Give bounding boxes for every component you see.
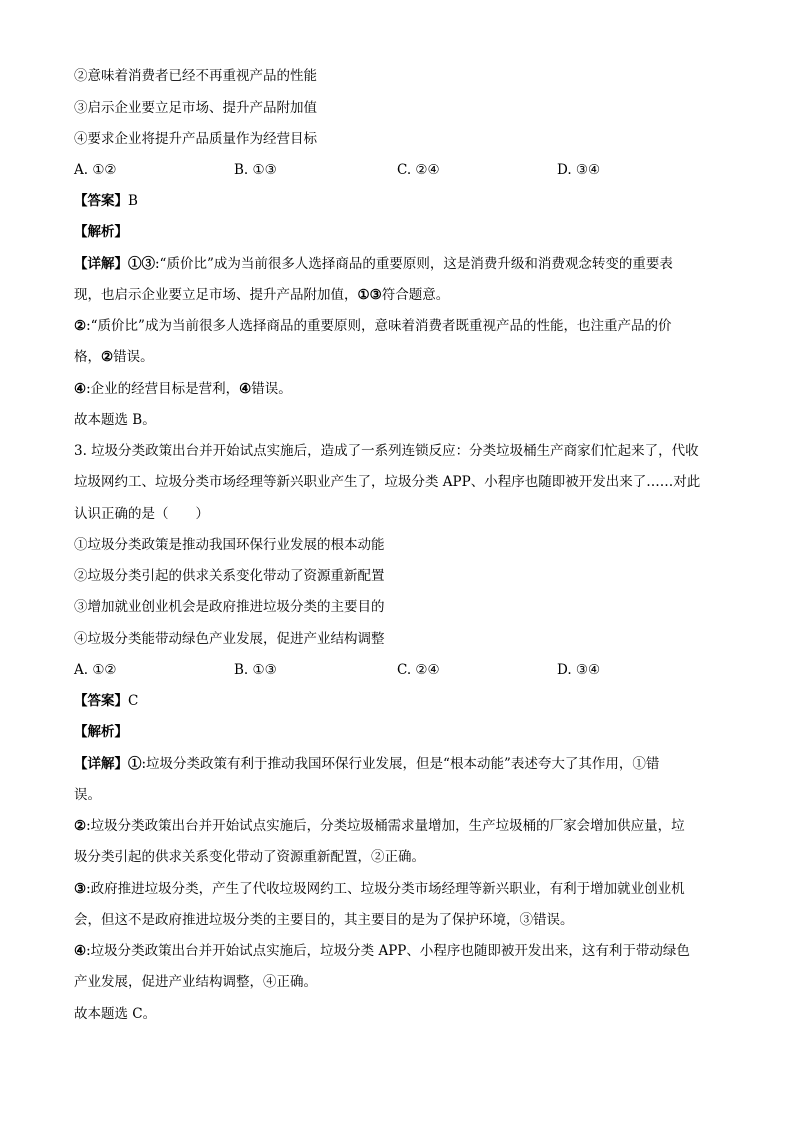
answer-tag: 【答案】 (74, 693, 128, 709)
detail-marker: ①③ (128, 256, 155, 272)
detail-tag: 【详解】 (74, 256, 128, 272)
q3-stem-line3: 认识正确的是（ ） (74, 506, 209, 522)
detail-marker: ①③ (357, 287, 382, 303)
q3-detail-1-line2: 误。 (74, 787, 101, 803)
detail-text: 现，也启示企业要立足市场、提升产品附加值， (74, 287, 358, 303)
detail-marker: ② (101, 349, 114, 365)
detail-marker: ④ (239, 381, 252, 397)
detail-text: :垃圾分类政策出台并开始试点实施后，垃圾分类 APP、小程序也随即被开发出来，这有利于带动绿色 (86, 943, 690, 959)
q3-stem-line1: 3. 垃圾分类政策出台并开始试点实施后，造成了一系列连锁反应：分类垃圾桶生产商家们忙起来了，代收 (74, 443, 699, 459)
q3-detail-3-line1 (74, 879, 685, 899)
detail-text: :企业的经营目标是营利， (86, 381, 240, 397)
q2-detail-2-line2 (74, 347, 154, 367)
q2-option-b: B. ①③ (234, 162, 277, 178)
q3-detail-2-line2: 圾分类引起的供求关系变化带动了资源重新配置，②正确。 (74, 849, 425, 865)
q3-detail-4-line2: 产业发展，促进产业结构调整，④正确。 (74, 974, 317, 990)
detail-tag: 【详解】 (74, 756, 128, 772)
detail-marker: ② (74, 818, 87, 834)
detail-text: :政府推进垃圾分类，产生了代收垃圾网约工、垃圾分类市场经理等新兴职业，有利于增加就业创业机 (86, 881, 685, 897)
detail-text: :“质价比”成为当前很多人选择商品的重要原则，意味着消费者既重视产品的性能，也注重产品的价 (86, 318, 672, 334)
detail-marker: ② (74, 318, 87, 334)
detail-text: :垃圾分类政策有利于推动我国环保行业发展，但是“根本动能”表述夸大了其作用，①错 (141, 756, 660, 772)
q2-item-2: ②意味着消费者已经不再重视产品的性能 (74, 68, 317, 84)
q2-option-c: C. ②④ (397, 162, 440, 178)
detail-text: 错误。 (251, 381, 292, 397)
detail-text: 符合题意。 (381, 287, 450, 303)
q3-detail-1-line1 (74, 754, 659, 774)
q2-detail-4-line (74, 379, 292, 399)
q3-answer (74, 691, 138, 711)
q3-item-2: ②垃圾分类引起的供求关系变化带动了资源重新配置 (74, 568, 385, 584)
q3-option-c: C. ②④ (397, 662, 440, 678)
q3-analysis-tag: 【解析】 (74, 724, 128, 740)
detail-text: 错误。 (113, 349, 154, 365)
q3-option-a: A. ①② (74, 662, 117, 678)
q3-item-4: ④垃圾分类能带动绿色产业发展，促进产业结构调整 (74, 631, 385, 647)
q3-item-1: ①垃圾分类政策是推动我国环保行业发展的根本动能 (74, 537, 385, 553)
detail-text: :垃圾分类政策出台并开始试点实施后，分类垃圾桶需求量增加，生产垃圾桶的厂家会增加供应量，垃 (86, 818, 685, 834)
q3-detail-3-line2: 会，但这不是政府推进垃圾分类的主要目的，其主要目的是为了保护环境，③错误。 (74, 912, 574, 928)
q2-detail-1-line2 (74, 285, 449, 305)
q2-option-a: A. ①② (74, 162, 117, 178)
q3-stem-line2: 垃圾网约工、垃圾分类市场经理等新兴职业产生了，垃圾分类 APP、小程序也随即被开发出来了……对此 (74, 474, 701, 490)
q2-conclusion: 故本题选 B。 (74, 412, 156, 428)
detail-marker: ④ (74, 943, 87, 959)
q2-detail-1-line1 (74, 254, 673, 274)
detail-marker: ③ (74, 881, 87, 897)
detail-text: :“质价比”成为当前很多人选择商品的重要原则，这是消费升级和消费观念转变的重要表 (155, 256, 673, 272)
q2-item-3: ③启示企业要立足市场、提升产品附加值 (74, 100, 317, 116)
q2-answer (74, 191, 138, 211)
detail-marker: ① (128, 756, 142, 772)
answer-value: C (128, 693, 139, 709)
q2-option-d: D. ③④ (557, 162, 601, 178)
q3-detail-4-line1 (74, 941, 690, 961)
q3-item-3: ③增加就业创业机会是政府推进垃圾分类的主要目的 (74, 599, 385, 615)
q3-detail-2-line1 (74, 816, 685, 836)
q2-item-4: ④要求企业将提升产品质量作为经营目标 (74, 131, 317, 147)
answer-value: B (128, 193, 138, 209)
q3-option-b: B. ①③ (234, 662, 277, 678)
detail-marker: ④ (74, 381, 87, 397)
detail-text: 格， (74, 349, 101, 365)
q3-option-d: D. ③④ (557, 662, 601, 678)
q2-detail-2-line1 (74, 316, 671, 336)
q2-analysis-tag: 【解析】 (74, 224, 128, 240)
q3-conclusion: 故本题选 C。 (74, 1006, 157, 1022)
answer-tag: 【答案】 (74, 193, 128, 209)
